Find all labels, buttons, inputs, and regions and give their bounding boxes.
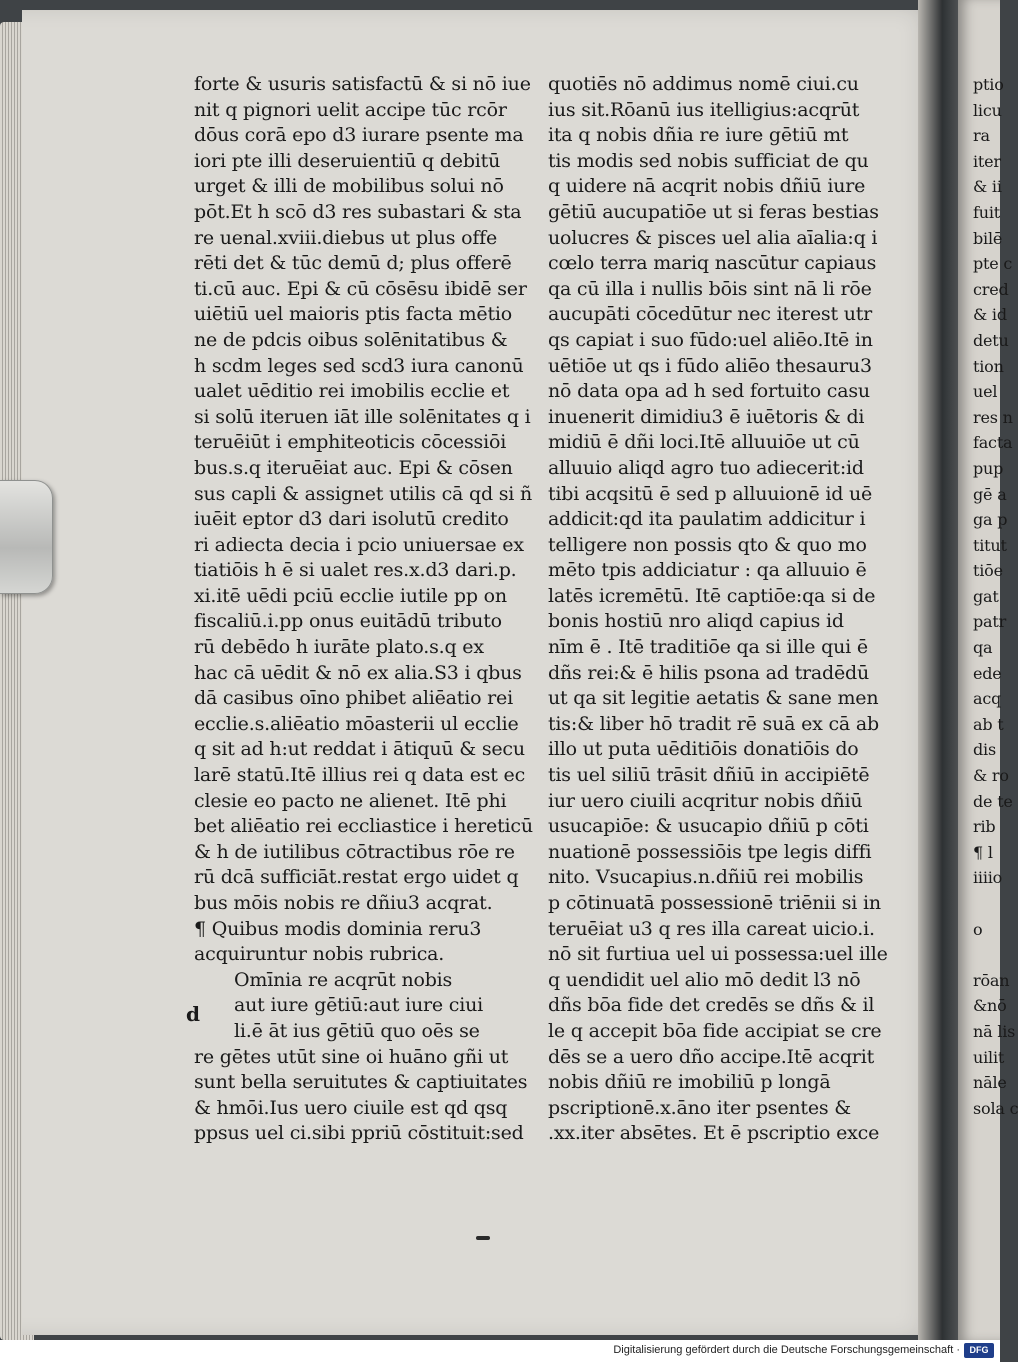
middle-text-column <box>548 72 888 1147</box>
text-line: res n <box>973 407 1013 427</box>
text-line: rū dcā sufficiāt.restat ergo uidet q <box>194 866 519 889</box>
text-line: &nō <box>973 996 1007 1016</box>
text-line: bus mōis nobis re dñiu3 acqrat. <box>194 892 493 914</box>
text-line: si solū iteruen iāt ille solēnitates q i <box>194 405 531 428</box>
text-line: larē statū.Itē illius rei q data est ec <box>194 764 526 787</box>
text-line: qs capiat i suo fūdo:uel aliēo.Itē in <box>548 328 873 351</box>
text-line: uilit <box>973 1047 1005 1067</box>
text-line: quotiēs nō addimus nomē ciui.cu <box>548 73 859 95</box>
text-line: Omīnia re acqrūt nobis <box>234 968 453 991</box>
text-line: iiiio <box>973 868 1003 888</box>
text-line: ecclie.s.aliēatio mōasterii ul ecclie <box>194 712 519 735</box>
text-line <box>973 891 1013 917</box>
text-line: qa <box>973 638 993 658</box>
text-line: nō sit furtiua uel ui possessa:uel ille <box>548 943 888 966</box>
text-line: clesie eo pacto ne alienet. Itē phi <box>194 789 507 812</box>
text-line: mēto tpis addiciatur : qa alluuio ē <box>548 559 867 582</box>
text-line: nāle <box>973 1073 1007 1093</box>
text-line: uētiōe ut qs i fūdo aliēo thesauru3 <box>548 354 872 377</box>
text-line: alluuio aliqd agro tuo adiecerit:id <box>548 456 864 479</box>
text-line: titut <box>973 535 1007 555</box>
text-line: ut qa sit legitie aetatis & sane men <box>548 687 879 710</box>
text-line: fiscaliū.i.pp onus euitādū tributo <box>194 610 502 633</box>
text-line: illo ut puta uēditiōis donatiōis do <box>548 738 859 761</box>
text-line: dñs rei:& ē hilis psona ad tradēdū <box>548 661 870 684</box>
text-line: licu <box>973 100 1002 120</box>
text-line: facta <box>973 433 1013 453</box>
text-line: le q accepit bōa fide accipiat se cre <box>548 1019 882 1042</box>
text-line: bet aliēatio rei eccliastice i hereticū <box>194 815 533 838</box>
text-line: ra <box>973 126 990 146</box>
text-line: rēti det & tūc demū d; plus offerē <box>194 252 512 275</box>
text-line: pup <box>973 458 1004 478</box>
text-line: gē a <box>973 484 1007 504</box>
page-ink-mark <box>476 1236 490 1240</box>
text-line: dñs bōa fide det credēs se dñs & il <box>548 994 875 1017</box>
text-line: ti.cū auc. Epi & cū cōsēsu ibidē ser <box>194 277 527 300</box>
text-line: aut iure gētiū:aut iure ciui <box>234 994 484 1017</box>
text-line: de te <box>973 791 1013 811</box>
text-line: gat <box>973 586 999 606</box>
page-clip <box>0 480 53 594</box>
text-line: pscriptionē.x.āno iter psentes & <box>548 1096 851 1119</box>
facing-page-text-column <box>973 72 1018 1121</box>
footer-bar <box>0 1340 1000 1362</box>
text-line: bilē <box>973 228 1003 248</box>
text-line: ¶ Quibus modis dominia reru3 <box>194 917 482 940</box>
text-line: aucupāti cōcedūtur nec iterest utr <box>548 303 873 326</box>
text-line: ne de pdcis oibus solēnitatibus & <box>194 328 508 351</box>
text-line: dōus corā epo d3 iurare psente ma <box>194 124 524 147</box>
text-line: re gētes utūt sine oi huāno gñi ut <box>194 1045 509 1068</box>
text-line: hac cā uēdit & nō ex alia.S3 i qbus <box>194 661 522 684</box>
text-line: tiōe <box>973 561 1003 581</box>
text-line: nuationē possessiōis tpe legis diffi <box>548 840 872 863</box>
text-line: ga p <box>973 510 1008 530</box>
text-line: q uidere nā acqrit nobis dñiū iure <box>548 175 866 198</box>
text-line: nit q pignori uelit accipe tūc rcōr <box>194 98 507 121</box>
initial-letter: d <box>186 1002 200 1026</box>
text-line: acquiruntur nobis rubrica. <box>194 943 445 966</box>
text-line: tis:& liber hō tradit rē suā ex cā ab <box>548 712 879 735</box>
text-line: h scdm leges sed scd3 iura canonū <box>194 354 524 377</box>
text-line: iur uero ciuili acqritur nobis dñiū <box>548 789 863 812</box>
text-line: sola c <box>973 1098 1018 1118</box>
text-line: teruēiūt i emphiteoticis cōcessiōi <box>194 431 507 454</box>
text-line: nā lis <box>973 1021 1016 1041</box>
text-line: iori pte illi deseruientiū q debitū <box>194 149 501 172</box>
funding-credit: Digitalisierung gefördert durch die Deutsche Forschungsgemeinschaft · <box>613 1344 960 1356</box>
text-line: qa cū illa i nullis bōis sint nā li rōe <box>548 277 872 300</box>
text-line: ri adiecta decia i pcio uniuersae ex <box>194 533 524 556</box>
text-line: q sit ad h:ut reddat i ātiquū & secu <box>194 738 525 761</box>
text-line: re uenal.xviii.diebus ut plus offe <box>194 226 498 249</box>
text-line: tibi acqsitū ē sed p alluuionē id uē <box>548 482 873 505</box>
text-line: li.ē āt ius gētiū quo oēs se <box>234 1019 480 1042</box>
text-line: ius sit.Rōanū ius itelligius:acqrūt <box>548 98 860 121</box>
text-line <box>973 942 1013 968</box>
text-line: & id <box>973 305 1007 325</box>
text-line: dis <box>973 740 996 760</box>
text-line: tion <box>973 356 1004 376</box>
text-line: forte & usuris satisfactū & si nō iue <box>194 73 531 95</box>
left-text-column <box>194 72 533 1147</box>
text-line: telligere non possis qto & quo mo <box>548 533 867 556</box>
text-line: midiū ē dñi loci.Itē alluuiōe ut cū <box>548 431 860 454</box>
text-line: usucapiōe: & usucapio dñiū p cōti <box>548 815 869 838</box>
text-line: tis uel siliū trāsit dñiū in accipiētē <box>548 764 870 787</box>
text-line: xi.itē uēdi pciū ecclie iutile pp on <box>194 584 507 607</box>
text-line: rū debēdo h iurāte plato.s.q ex <box>194 636 484 659</box>
text-line: rib <box>973 817 996 837</box>
text-line: bonis hostiū nro aliqd capius id <box>548 610 844 633</box>
text-line: tis modis sed nobis sufficiat de qu <box>548 149 869 172</box>
text-line: fuit <box>973 202 1000 222</box>
text-line: gētiū aucupatiōe ut si feras bestias <box>548 200 879 223</box>
text-line: ede <box>973 663 1002 683</box>
text-line: nobis dñiū re imobiliū p longā <box>548 1071 831 1094</box>
text-line: cœlo terra mariq nascūtur capiaus <box>548 252 877 275</box>
text-line: & ro <box>973 766 1009 786</box>
text-line: o <box>973 919 983 939</box>
text-line: dā casibus oīno phibet aliēatio rei <box>194 687 513 710</box>
dfg-logo: DFG <box>964 1343 994 1358</box>
text-line: acq <box>973 689 1002 709</box>
text-line: & h de iutilibus cōtractibus rōe re <box>194 840 515 863</box>
text-line: & ii <box>973 177 1002 197</box>
text-line: cred <box>973 279 1009 299</box>
text-line: rōan <box>973 970 1010 990</box>
text-line: nīm ē . Itē traditiōe qa si ille qui ē <box>548 636 868 659</box>
text-line: nō data opa ad h sed fortuito casu <box>548 380 870 403</box>
text-line: & hmōi.Ius uero ciuile est qd qsq <box>194 1096 508 1119</box>
text-line: iuēit eptor d3 dari isolutū credito <box>194 508 509 531</box>
text-line: sus capli & assignet utilis cā qd si ñ <box>194 482 533 505</box>
text-line: iter <box>973 151 1001 171</box>
book-gutter <box>918 0 962 1345</box>
text-line: uel <box>973 382 998 402</box>
text-line: latēs icremētū. Itē captiōe:qa si de <box>548 584 876 607</box>
text-line: q uendidit uel alio mō dedit l3 nō <box>548 968 861 991</box>
text-line: ¶ l <box>973 842 993 862</box>
text-line: uolucres & pisces uel alia aīalia:q i <box>548 226 878 249</box>
text-line: dēs se a uero dño accipe.Itē acqrit <box>548 1045 875 1068</box>
text-line: bus.s.q iteruēiat auc. Epi & cōsen <box>194 456 513 479</box>
text-line: patr <box>973 612 1007 632</box>
text-line: nito. Vsucapius.n.dñiū rei mobilis <box>548 866 864 889</box>
text-line: ptio <box>973 75 1004 94</box>
text-line: ppsus uel ci.sibi ppriū cōstituit:sed <box>194 1122 524 1145</box>
text-line: sunt bella seruitutes & captiuitates <box>194 1071 528 1094</box>
text-line: ita q nobis dñia re iure gētiū mt <box>548 124 849 147</box>
text-line: pte c <box>973 254 1013 274</box>
text-line: pōt.Et h scō d3 res subastari & sta <box>194 200 522 223</box>
text-line: p cōtinuatā possessionē triēnii si in <box>548 892 881 914</box>
text-line: uiētiū uel maioris ptis facta mētio <box>194 303 513 326</box>
text-line: inuenerit dimidiu3 ē iuētoris & di <box>548 405 865 428</box>
text-line: detu <box>973 330 1009 350</box>
text-line: .xx.iter absētes. Et ē pscriptio exce <box>548 1122 880 1145</box>
text-line: tiatiōis h ē si ualet res.x.d3 dari.p. <box>194 559 517 582</box>
text-line: ab t <box>973 714 1004 734</box>
text-line: ualet uēditio rei imobilis ecclie et <box>194 380 510 403</box>
text-line: teruēiat u3 q res illa careat uicio.i. <box>548 917 875 940</box>
text-line: urget & illi de mobilibus solui nō <box>194 175 504 198</box>
text-line: addicit:qd ita paulatim addicitur i <box>548 508 866 531</box>
